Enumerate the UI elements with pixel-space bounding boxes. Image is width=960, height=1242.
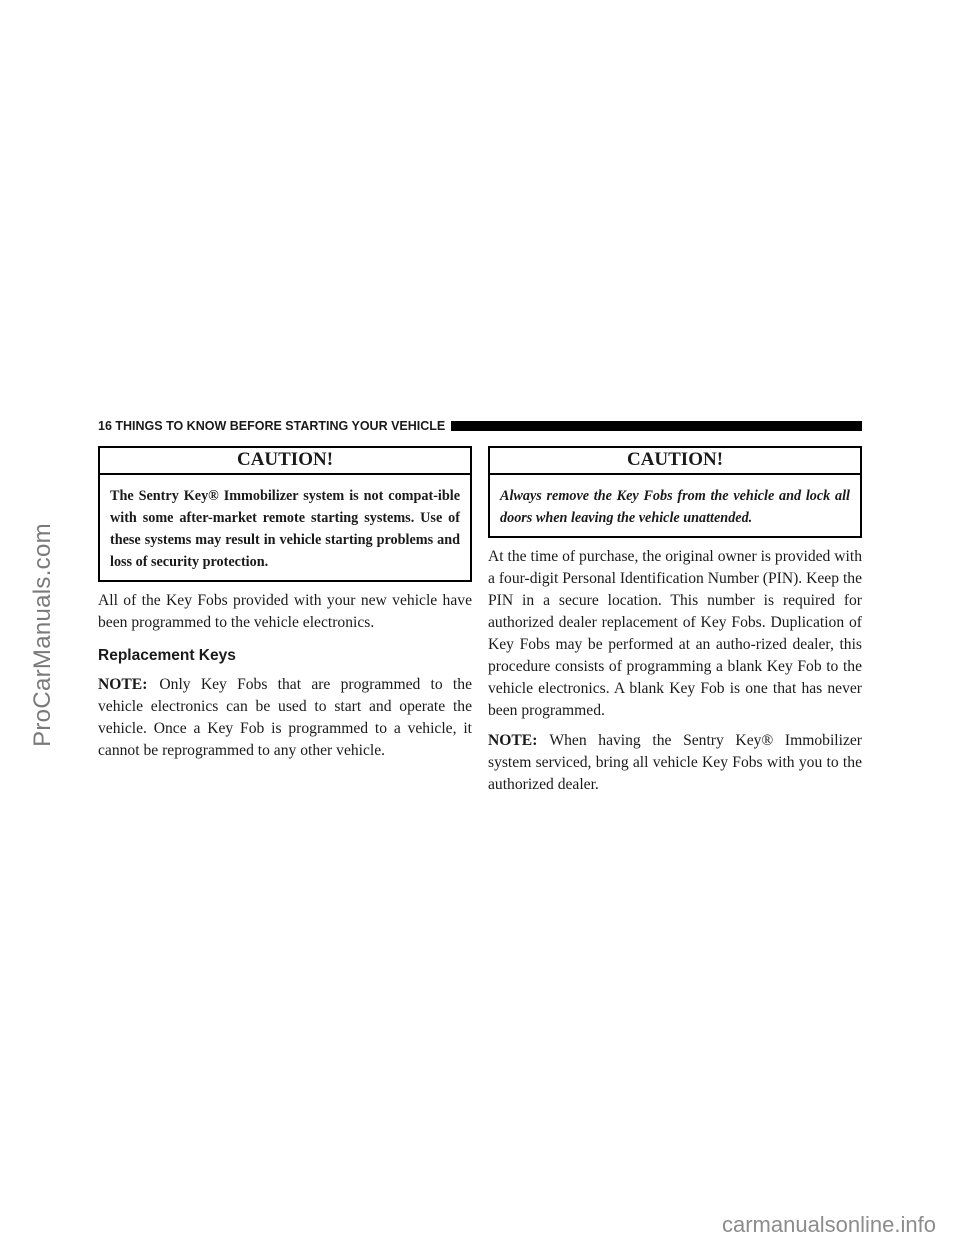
note-text: When having the Sentry Key® Immobilizer system serviced, bring all vehicle Key Fobs with you to the authorized dealer. (488, 732, 862, 793)
header-rule (451, 421, 862, 431)
note-paragraph-programming (98, 674, 472, 762)
caution-box-immobilizer (98, 446, 472, 582)
note-paragraph-service (488, 730, 862, 796)
note-text: Only Key Fobs that are programmed to the vehicle electronics can be used to start and operate the vehicle. Once a Key Fob is programmed to a vehicle, it cannot be reprogrammed to any other vehicle. (98, 676, 472, 759)
caution-text: Always remove the Key Fobs from the vehicle and lock all doors when leaving the vehicle unattended. (500, 488, 850, 526)
right-column (488, 446, 862, 804)
section-heading-replacement-keys: Replacement Keys (98, 647, 236, 664)
key-fobs-paragraph: All of the Key Fobs provided with your new vehicle have been programmed to the vehicle electronics. (98, 592, 472, 631)
caution-box-key-fobs (488, 446, 862, 538)
caution-text: The Sentry Key® Immobilizer system is not compat-ible with some after-market remote starting systems. Use of these systems may result in vehicle starting problems and loss of security protection. (110, 488, 460, 570)
watermark-text: ProCarManuals.com (29, 523, 56, 747)
pin-paragraph: At the time of purchase, the original owner is provided with a four-digit Personal Identification Number (PIN). Keep the PIN in a secure location. This number is required for authorized dealer replacement of Key Fobs. Duplication of Key Fobs may be performed at an autho-rized dealer, this procedure consists of programming a blank Key Fob to the vehicle electronics. A blank Key Fob is one that has never been programmed. (488, 548, 862, 719)
note-label: NOTE: (488, 732, 538, 749)
note-label: NOTE: (98, 676, 148, 693)
footer-site-link[interactable]: carmanualsonline.info (721, 1212, 936, 1237)
watermark (4, 490, 82, 780)
page-header (98, 416, 862, 436)
caution-title: CAUTION! (100, 448, 470, 475)
header-title: 16 THINGS TO KNOW BEFORE STARTING YOUR VEHICLE (98, 419, 446, 433)
caution-title: CAUTION! (490, 448, 860, 475)
left-column (98, 446, 472, 770)
